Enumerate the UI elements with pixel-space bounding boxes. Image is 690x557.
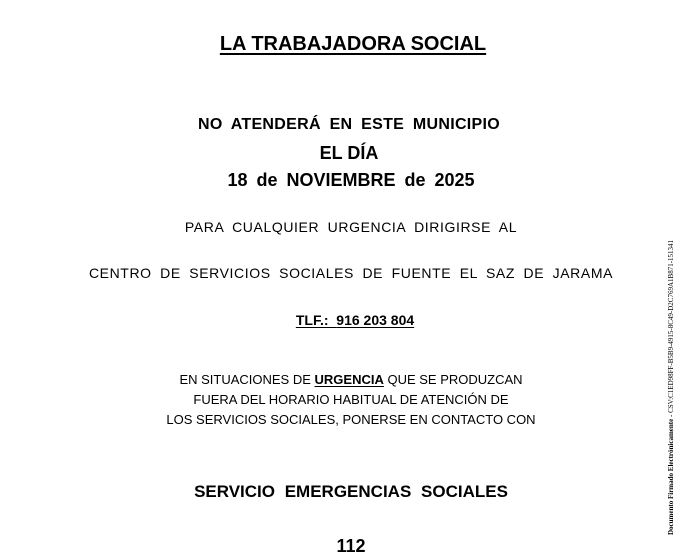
day-label: EL DÍA [319,143,379,163]
notice-line: NO ATENDERÁ EN ESTE MUNICIPIO [197,116,501,133]
urgency-highlight: URGENCIA [314,372,384,387]
signature-label: Documento Firmado Electrónicamente [667,418,675,535]
electronic-signature-stamp [667,175,675,535]
urgency-instruction: PARA CUALQUIER URGENCIA DIRIGIRSE AL [184,219,518,235]
situations-line-3: LOS SERVICIOS SOCIALES, PONERSE EN CONTACTO CON [166,412,536,427]
situations-line-2: FUERA DEL HORARIO HABITUAL DE ATENCIÓN DE [193,392,509,407]
emergency-service-name: SERVICIO EMERGENCIAS SOCIALES [194,482,508,501]
situations-line-1 [6,372,690,387]
emergency-number: 112 [336,536,366,556]
notice-date: 18 de NOVIEMBRE de 2025 [227,170,475,190]
document-title: LA TRABAJADORA SOCIAL [219,33,487,55]
phone-label: TLF.: [295,312,329,328]
social-services-centre: CENTRO DE SERVICIOS SOCIALES DE FUENTE EL SAZ DE JARAMA [88,265,614,281]
signature-csv: - CSV:C1ED98FF-B5B9-4915-8C49-D2C769A1B871-151341 [667,239,675,419]
situations-text-after: QUE SE PRODUZCAN [383,372,523,387]
situations-text-before: EN SITUACIONES DE [179,372,315,387]
phone-line [10,312,690,328]
phone-number: 916 203 804 [336,312,415,328]
